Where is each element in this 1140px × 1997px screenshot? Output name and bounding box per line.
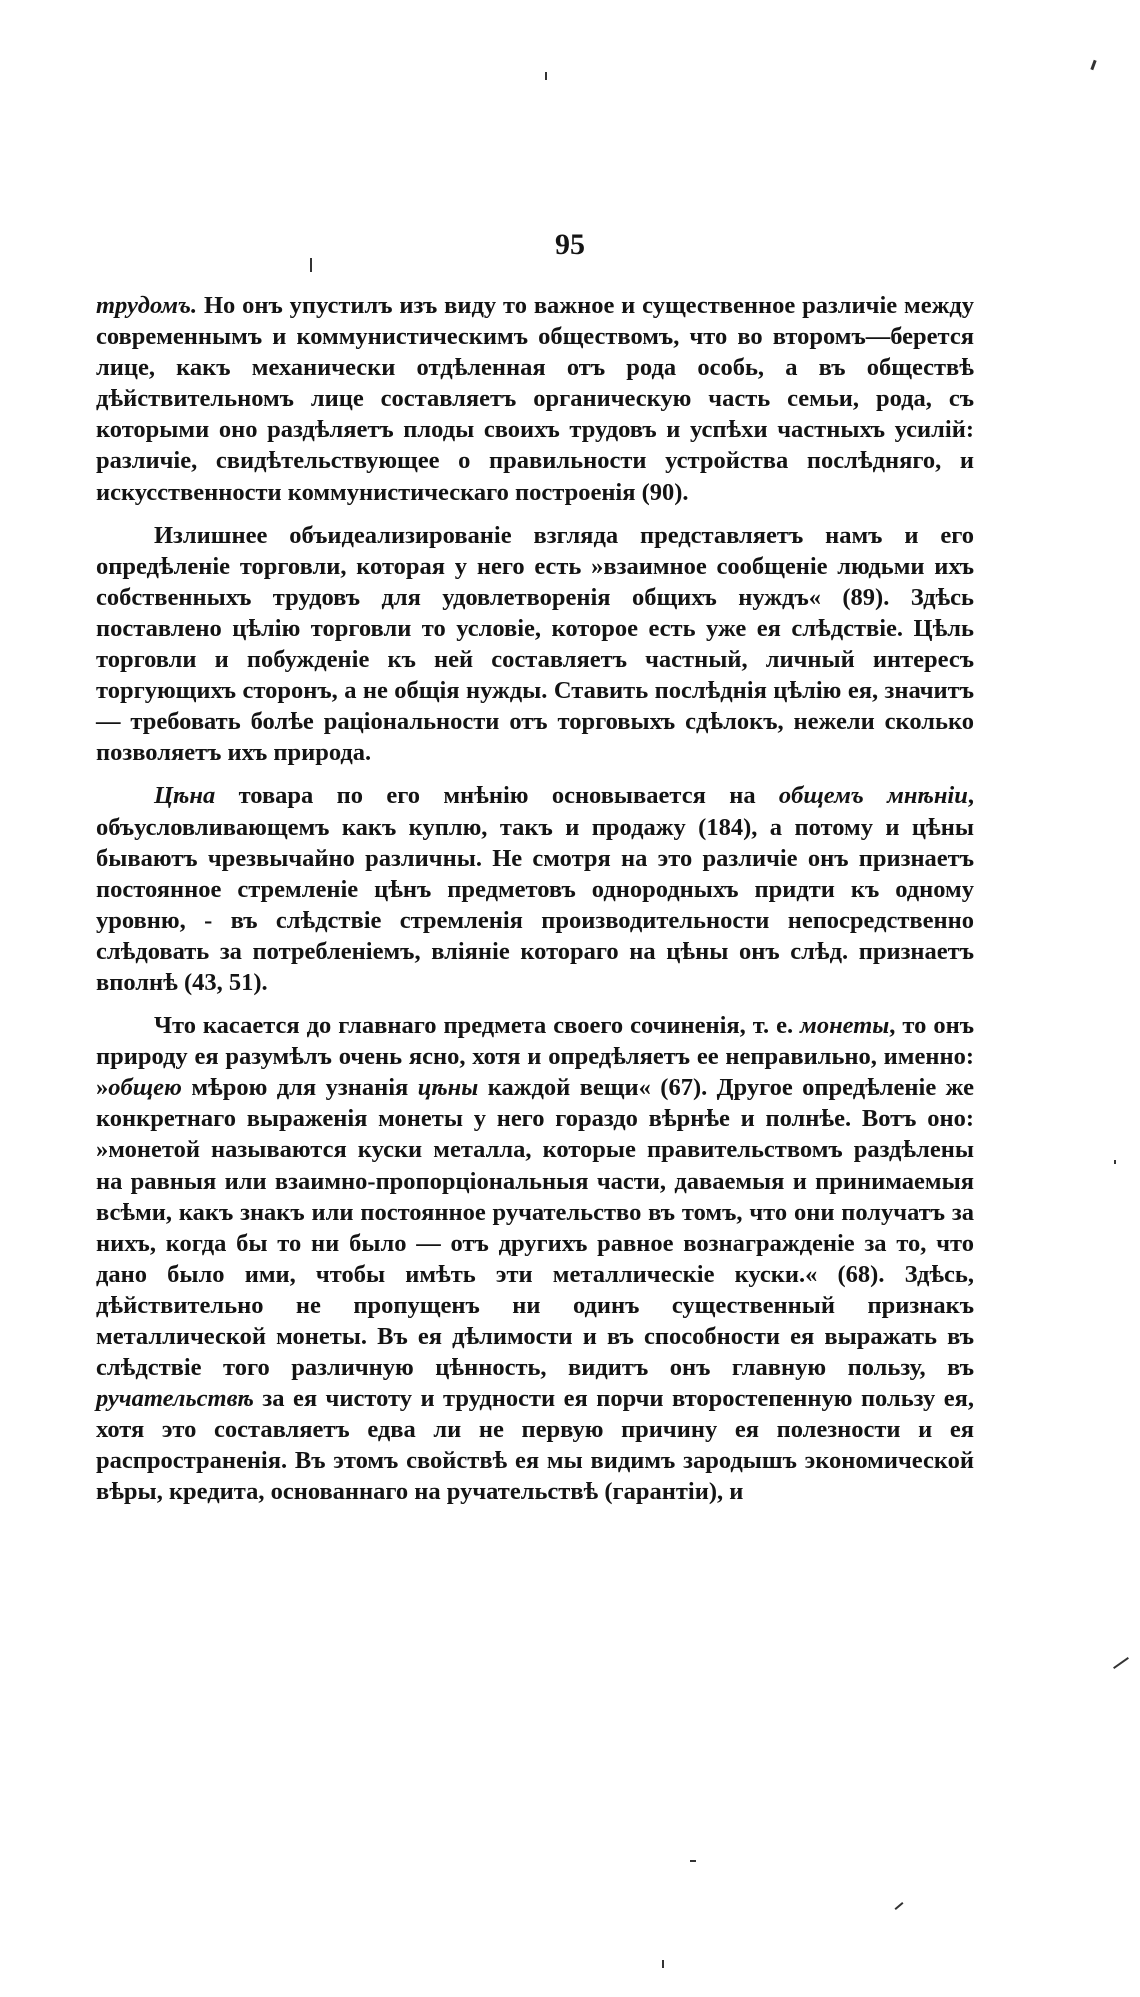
text-run: общею (108, 1074, 182, 1102)
text-run: каждой вещи« (67). Другое опредѣленіе же конкретнаго выраженія монеты у него гораздо вѣрнѣе и полнѣе. Вотъ оно: »монетой называются куски металла, которые правительствомъ раздѣлены на равныя или взаимно-пропорціональныя части, даваемыя и принимаемыя всѣми, какъ знакъ или постоянное ручательство въ томъ, что они получатъ за нихъ, когда бы то ни было — отъ другихъ равное вознагражденіе за то, что дано было ими, чтобы имѣть эти металлическіе куски.« (68). Здѣсь, дѣйствительно не пропущенъ ни одинъ существенный признакъ металлической монеты. Въ ея дѣлимости и въ способности ея выражать въ слѣдствіе того различную цѣнность, видитъ онъ главную пользу, въ (96, 1074, 974, 1382)
paragraph (96, 780, 974, 998)
body-text (96, 290, 974, 1520)
scan-speck (1113, 1657, 1129, 1669)
text-run: монеты (800, 1012, 890, 1040)
scan-speck (310, 258, 312, 272)
text-run: Излишнее объидеализированіе взгляда представляетъ намъ и его опредѣленіе торговли, которая у него есть »взаимное сообщеніе людьми ихъ собственныхъ трудовъ для удовлетворенія общихъ нуждъ« (89). Здѣсь поставлено цѣлію торговли то условіе, которое есть уже ея слѣдствіе. Цѣль торговли и побужденіе къ ней составляетъ частный, личный интересъ торгующихъ сторонъ, а не общія нужды. Ставить послѣднія цѣлію ея, значитъ — требовать болѣе раціональности отъ торговыхъ сдѣлокъ, нежели сколько позволяетъ ихъ природа. (96, 521, 974, 767)
text-run: Но онъ упустилъ изъ виду то важное и существенное различіе между современнымъ и коммунистическимъ обществомъ, что во второмъ—берется лице, какъ механически отдѣленная отъ рода особь, а въ обществѣ дѣйствительномъ лице составляетъ органическую часть семьи, рода, съ которыми оно раздѣляетъ плоды своихъ трудовъ и успѣхи частныхъ усилій: различіе, свидѣтельствующее о правильности устройства послѣдняго, и искусственности коммунистическаго построенія (90). (96, 292, 974, 506)
paragraph (96, 290, 974, 508)
text-run: товара по его мнѣнію основывается на (215, 782, 779, 810)
scan-speck (545, 72, 547, 80)
scan-speck (690, 1860, 696, 1862)
scan-speck (895, 1902, 904, 1910)
scan-speck (662, 1960, 664, 1968)
scan-speck (1114, 1160, 1116, 1164)
paragraph (96, 1010, 974, 1508)
text-run: Цѣна (154, 782, 216, 810)
paragraph (96, 520, 974, 769)
text-run: цѣны (417, 1074, 479, 1102)
text-run: , то онъ природу ея разумѣлъ очень ясно, хотя и опредѣляетъ ее неправильно, именно: » (96, 1012, 974, 1102)
scan-speck (1090, 60, 1096, 70)
page-number: 95 (555, 228, 585, 261)
text-run: ручательствѣ (96, 1385, 254, 1413)
text-run: Что касается до главнаго предмета своего сочиненія, т. е. (154, 1012, 801, 1040)
text-run: , объусловливающемъ какъ куплю, такъ и продажу (184), а потому и цѣны бываютъ чрезвычайно различны. Не смотря на это различіе онъ признаетъ постоянное стремленіе цѣнъ предметовъ однородныхъ придти къ одному уровню, - въ слѣдствіе стремленія производительности непосредственно слѣдовать за потребленіемъ, вліяніе котораго на цѣны онъ слѣд. признаетъ вполнѣ (43, 51). (96, 782, 974, 996)
text-run: мѣрою для узнанія (181, 1074, 418, 1102)
text-run: общемъ мнѣніи (778, 782, 968, 810)
text-run: за ея чистоту и трудности ея порчи второстепенную пользу ея, хотя это составляетъ едва ли не первую причину ея полезности и ея распространенія. Въ этомъ свойствѣ ея мы видимъ зародышъ экономической вѣры, кредита, основаннаго на ручательствѣ (гарантіи), и (96, 1385, 974, 1506)
text-run: трудомъ. (96, 292, 198, 319)
